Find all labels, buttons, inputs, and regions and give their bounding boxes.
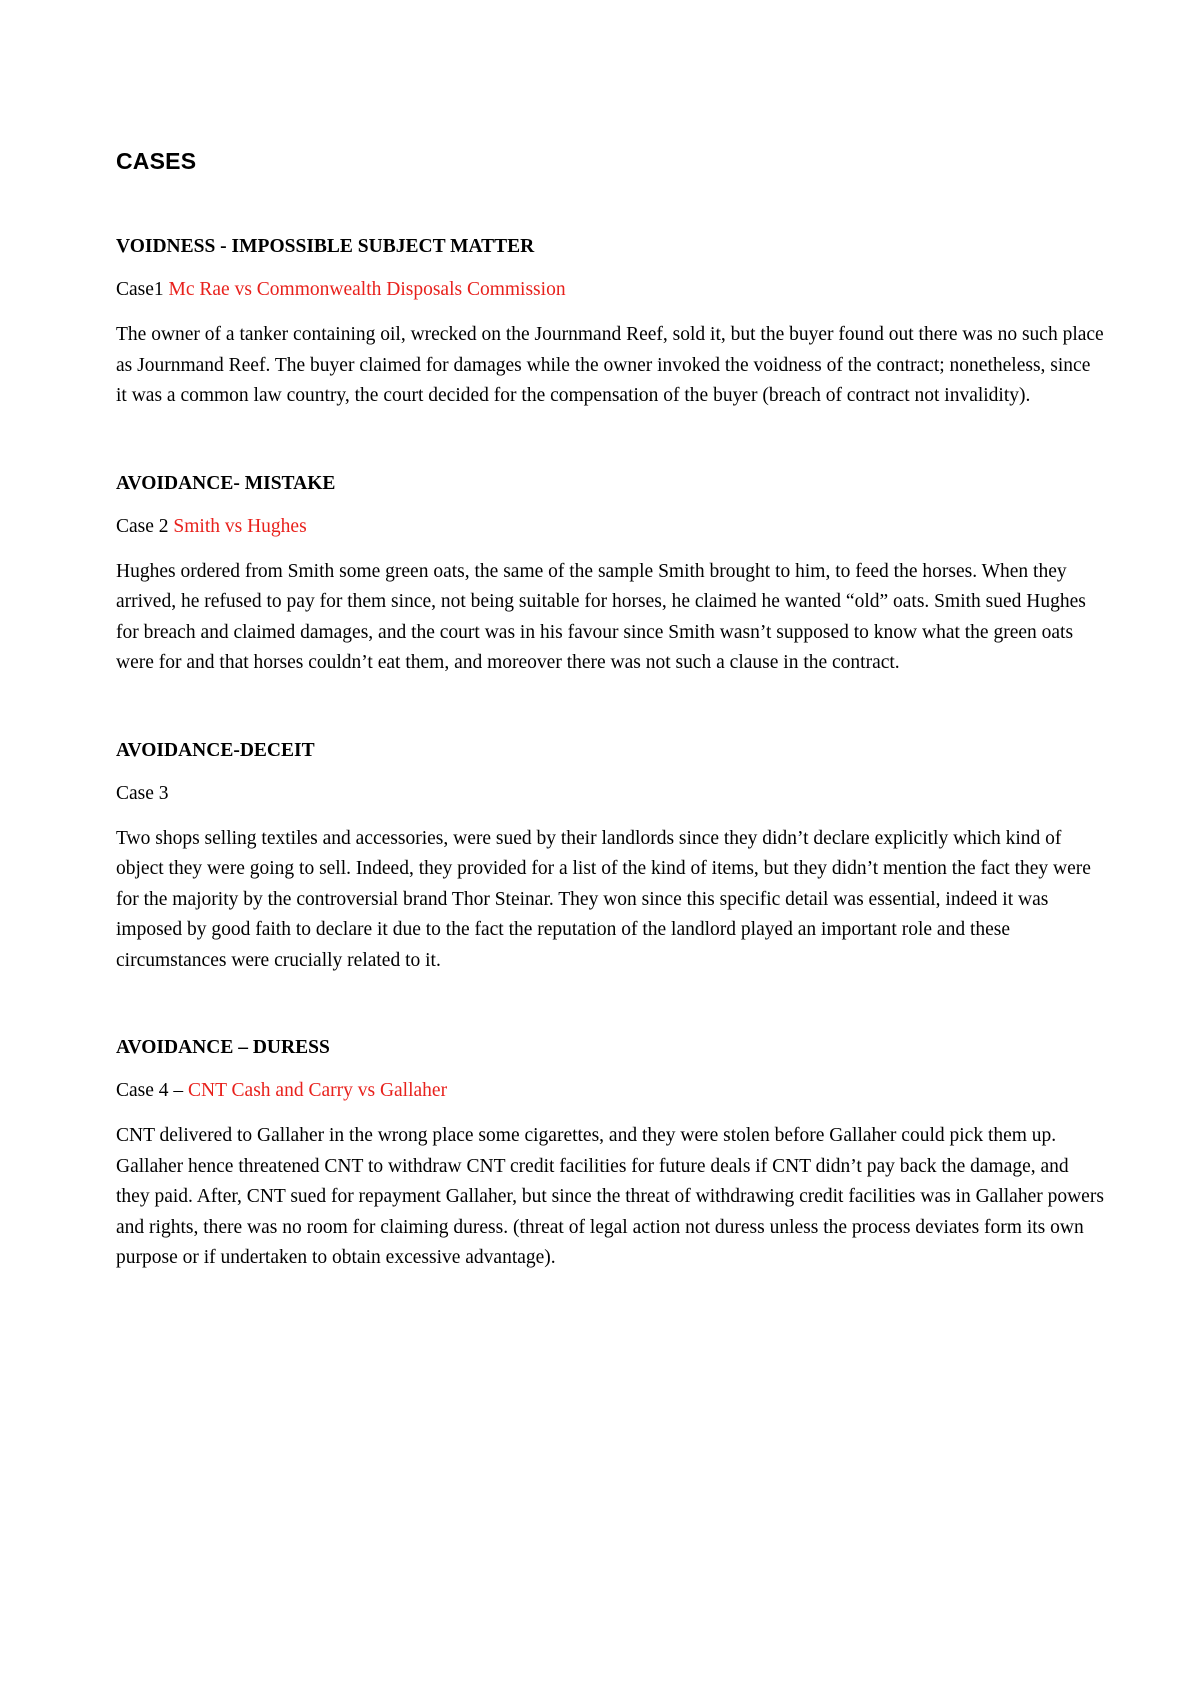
section-heading: VOIDNESS - IMPOSSIBLE SUBJECT MATTER: [116, 236, 535, 257]
section-heading: AVOIDANCE – DURESS: [116, 1037, 330, 1058]
case-label: Case 4 –: [116, 1080, 189, 1101]
document-title: CASES: [116, 148, 197, 174]
section-deceit: [116, 738, 1106, 977]
case-line: [116, 1078, 1106, 1104]
case-name: Smith vs Hughes: [173, 515, 307, 537]
case-name: Mc Rae vs Commonwealth Disposals Commission: [168, 279, 566, 300]
case-line: [116, 514, 1106, 540]
document-content: [116, 146, 1106, 1333]
case-description: CNT delivered to Gallaher in the wrong place some cigarettes, and they were stolen before Gallaher could pick them up. Gallaher hence threatened CNT to withdraw CNT credit facilities for future deals if CNT didn’t pay back the damage, and they paid. After, CNT sued for repayment Gallaher, but since the threat of withdrawing credit facilities was in Gallaher powers and rights, there was no room for claiming duress. (threat of legal action not duress unless the process deviates form its own purpose or if undertaken to obtain excessive advantage).: [116, 1125, 1104, 1268]
section-mistake: [116, 471, 1106, 679]
case-description: Hughes ordered from Smith some green oats, the same of the sample Smith brought to him, to feed the horses. When they arrived, he refused to pay for them since, not being suitable for horses, he claimed he wanted “old” oats. Smith sued Hughes for breach and claimed damages, and the court was in his favour since Smith wasn’t supposed to know what the green oats were for and that horses couldn’t eat them, and moreover there was not such a clause in the contract.: [116, 560, 1086, 673]
section-voidness: [116, 234, 1106, 412]
section-heading: AVOIDANCE- MISTAKE: [116, 472, 336, 494]
case-label: Case1: [116, 279, 169, 300]
case-description: The owner of a tanker containing oil, wrecked on the Journmand Reef, sold it, but the buyer found out there was no such place as Journmand Reef. The buyer claimed for damages while the owner invoked the voidness of the contract; nonetheless, since it was a common law country, the court decided for the compensation of the buyer (breach of contract not invalidity).: [116, 324, 1104, 406]
case-line: [116, 277, 1106, 303]
case-description: Two shops selling textiles and accessories, were sued by their landlords since they didn’t declare explicitly which kind of object they were going to sell. Indeed, they provided for a list of the kind of items, but they didn’t mention the fact they were for the majority by the controversial brand Thor Steinar. They won since this specific detail was essential, indeed it was imposed by good faith to declare it due to the fact the reputation of the landlord played an important role and these circumstances were crucially related to it.: [116, 827, 1091, 971]
section-heading: AVOIDANCE-DECEIT: [116, 739, 315, 761]
case-label: Case 2: [116, 515, 174, 537]
case-name: CNT Cash and Carry vs Gallaher: [188, 1080, 448, 1101]
case-label: Case 3: [116, 782, 169, 804]
case-line: [116, 781, 1106, 807]
section-duress: [116, 1035, 1106, 1274]
